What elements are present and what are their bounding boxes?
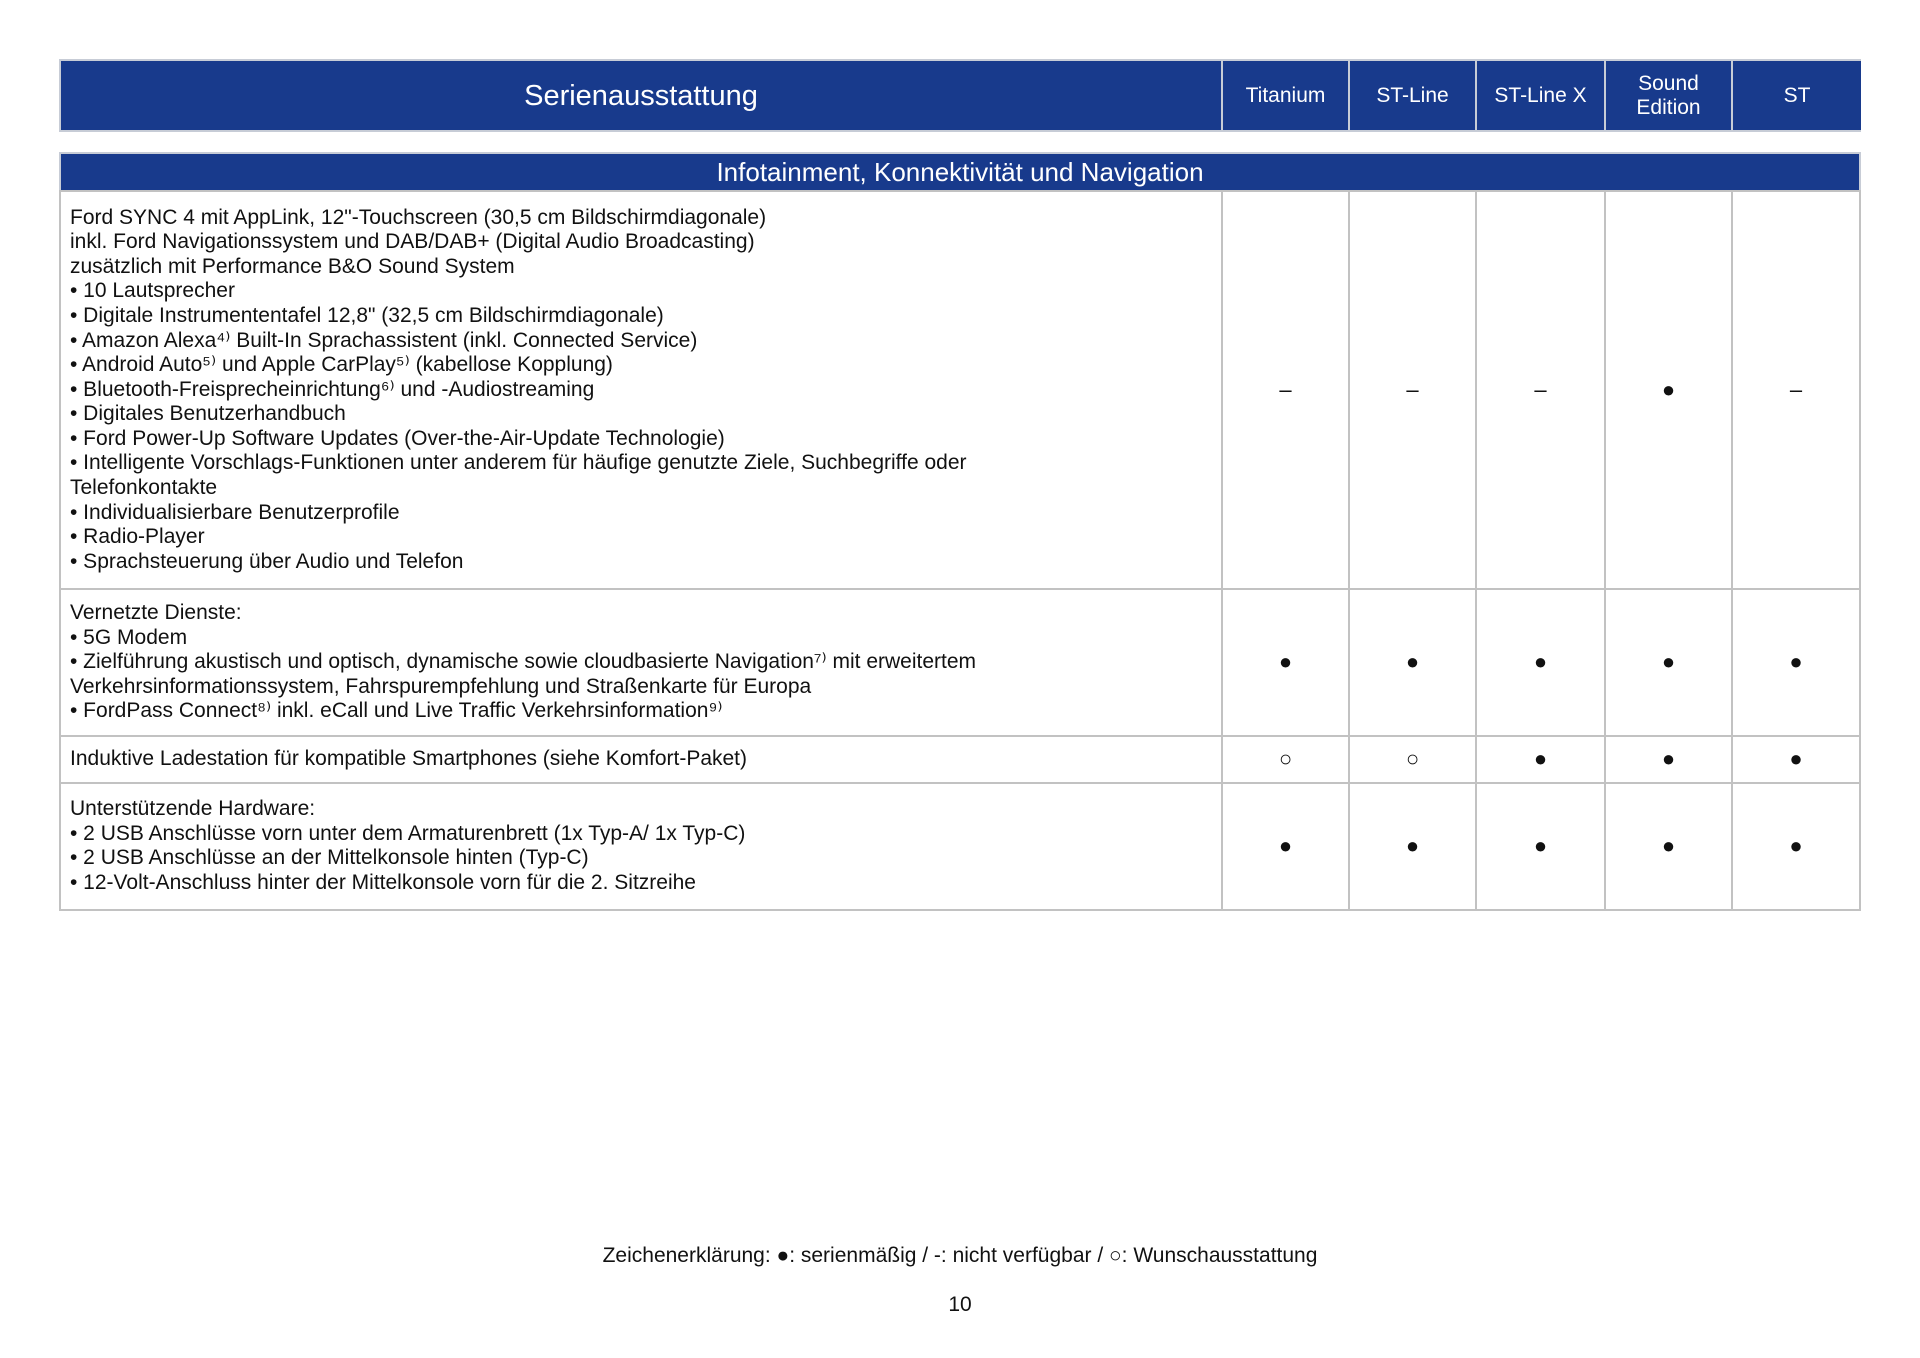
feature-line: • Individualisierbare Benutzerprofile [70, 500, 400, 524]
feature-line: Unterstützende Hardware: [70, 796, 316, 820]
availability-mark: ● [1222, 589, 1349, 736]
feature-line: • Radio-Player [70, 525, 205, 549]
availability-mark: ○ [1222, 736, 1349, 783]
availability-mark: ● [1349, 589, 1476, 736]
header-title: Serienausstattung [61, 61, 1223, 130]
table-row [60, 191, 1860, 589]
column-titanium: Titanium [1223, 61, 1350, 130]
availability-mark: ● [1476, 589, 1605, 736]
feature-line: Induktive Ladestation für kompatible Smartphones (siehe Komfort-Paket) [70, 747, 748, 770]
table-row [60, 589, 1860, 736]
feature-line: • Bluetooth-Freisprecheinrichtung⁶⁾ und -Audiostreaming [70, 377, 595, 401]
feature-line: • Amazon Alexa⁴⁾ Built-In Sprachassistent (inkl. Connected Service) [70, 328, 698, 352]
feature-line: • Android Auto⁵⁾ und Apple CarPlay⁵⁾ (kabellose Kopplung) [70, 353, 613, 377]
feature-line: • 5G Modem [70, 625, 188, 649]
availability-mark: – [1732, 191, 1860, 589]
feature-line: Telefonkontakte [70, 476, 218, 500]
feature-description [60, 191, 1222, 589]
page-number: 10 [948, 1293, 972, 1316]
feature-line: • Digitales Benutzerhandbuch [70, 402, 346, 426]
availability-mark: ● [1476, 783, 1605, 910]
availability-mark: – [1222, 191, 1349, 589]
feature-line: • Digitale Instrumententafel 12,8" (32,5 cm Bildschirmdiagonale) [70, 303, 664, 327]
legend: Zeichenerklärung: ●: serienmäßig / -: nicht verfügbar / ○: Wunschausstattung [602, 1244, 1318, 1267]
feature-line: • 2 USB Anschlüsse an der Mittelkonsole hinten (Typ-C) [70, 846, 589, 870]
column-st: ST [1733, 61, 1861, 130]
feature-description [60, 736, 1222, 783]
feature-line: • 2 USB Anschlüsse vorn unter dem Armaturenbrett (1x Typ-A/ 1x Typ-C) [70, 821, 746, 845]
availability-mark: – [1476, 191, 1605, 589]
column-sound-edition: Sound Edition [1606, 61, 1733, 130]
feature-line: • Intelligente Vorschlags-Funktionen unter anderem für häufige genutzte Ziele, Suchbegriffe oder [70, 451, 967, 475]
availability-mark: – [1349, 191, 1476, 589]
availability-mark: ● [1732, 589, 1860, 736]
section-title: Infotainment, Konnektivität und Navigation [59, 152, 1861, 190]
availability-mark: ● [1349, 783, 1476, 910]
availability-mark: ● [1476, 736, 1605, 783]
table-header [59, 59, 1861, 132]
feature-description [60, 589, 1222, 736]
availability-mark: ● [1605, 783, 1732, 910]
feature-line: • 10 Lautsprecher [70, 279, 235, 303]
feature-line: Ford SYNC 4 mit AppLink, 12"-Touchscreen (30,5 cm Bildschirmdiagonale) [70, 205, 767, 229]
feature-line: • Ford Power-Up Software Updates (Over-the-Air-Update Technologie) [70, 426, 725, 450]
feature-line: • Zielführung akustisch und optisch, dynamische sowie cloudbasierte Navigation⁷⁾ mit erweitertem [70, 650, 977, 674]
availability-mark: ● [1732, 736, 1860, 783]
feature-line: • FordPass Connect⁸⁾ inkl. eCall und Live Traffic Verkehrsinformation⁹⁾ [70, 699, 723, 723]
availability-mark: ● [1605, 191, 1732, 589]
feature-line: zusätzlich mit Performance B&O Sound System [70, 254, 515, 278]
availability-mark: ● [1732, 783, 1860, 910]
column-st-line: ST-Line [1350, 61, 1477, 130]
availability-mark: ○ [1349, 736, 1476, 783]
availability-mark: ● [1222, 783, 1349, 910]
availability-mark: ● [1605, 589, 1732, 736]
table-row [60, 736, 1860, 783]
column-st-line-x: ST-Line X [1477, 61, 1606, 130]
feature-table [59, 190, 1861, 911]
table-row [60, 783, 1860, 910]
feature-line: Verkehrsinformationssystem, Fahrspurempfehlung und Straßenkarte für Europa [70, 674, 812, 698]
feature-line: • Sprachsteuerung über Audio und Telefon [70, 549, 464, 573]
feature-description [60, 783, 1222, 910]
feature-line: • 12-Volt-Anschluss hinter der Mittelkonsole vorn für die 2. Sitzreihe [70, 870, 696, 894]
feature-line: Vernetzte Dienste: [70, 601, 242, 625]
availability-mark: ● [1605, 736, 1732, 783]
feature-line: inkl. Ford Navigationssystem und DAB/DAB+ (Digital Audio Broadcasting) [70, 230, 755, 254]
